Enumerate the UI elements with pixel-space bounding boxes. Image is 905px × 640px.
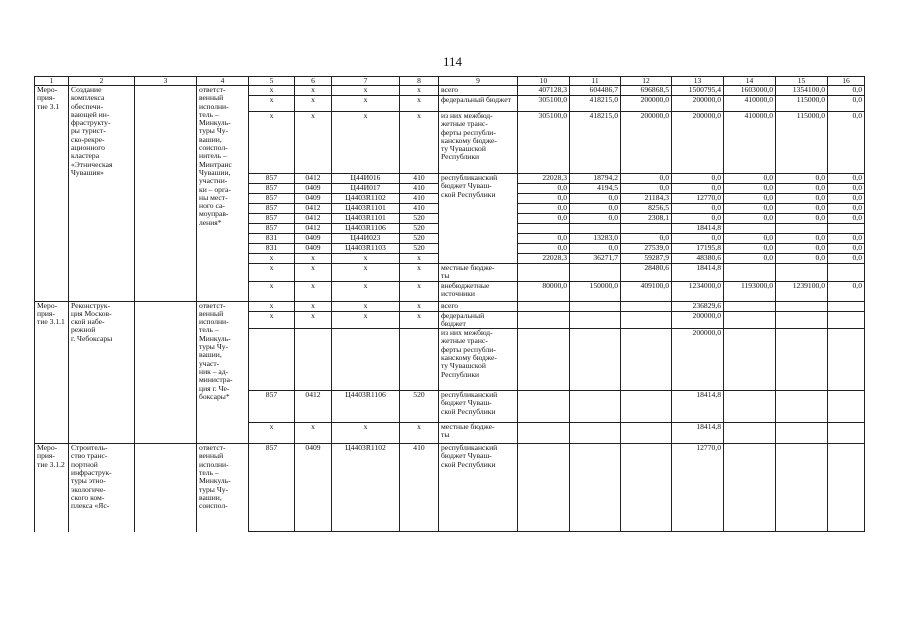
year-amount <box>621 224 672 234</box>
grbs-code: x <box>249 264 295 282</box>
column-number: 16 <box>828 77 865 86</box>
year-amount <box>724 301 776 311</box>
year-amount: 0,0 <box>570 204 621 214</box>
target-article: Ц4403R1102 <box>332 194 400 204</box>
year-amount <box>724 423 776 444</box>
year-amount <box>518 264 570 282</box>
year-amount: 305100,0 <box>518 96 570 112</box>
year-amount <box>724 311 776 329</box>
year-amount: 36271,7 <box>570 254 621 264</box>
target-article: x <box>332 301 400 311</box>
funding-source: федеральный бюджет <box>439 96 518 112</box>
expense-type: x <box>400 423 439 444</box>
year-amount: 0,0 <box>828 184 865 194</box>
funding-source: республиканский бюджет Чуваш- ской Республики <box>439 444 518 532</box>
section-code: x <box>295 86 332 96</box>
section-code: 0412 <box>295 204 332 214</box>
year-amount: 305100,0 <box>518 112 570 174</box>
year-amount <box>776 311 828 329</box>
grbs-code <box>249 329 295 391</box>
year-amount <box>828 301 865 311</box>
year-amount: 200000,0 <box>672 311 724 329</box>
year-amount <box>570 311 621 329</box>
year-amount <box>776 224 828 234</box>
expense-type: x <box>400 264 439 282</box>
year-amount: 0,0 <box>724 214 776 224</box>
year-amount <box>724 264 776 282</box>
year-amount: 1500795,4 <box>672 86 724 96</box>
measure-name: Строитель- ство транс- портной инфраструк- туры этно- экологиче- ского ком- плекса «Яс- <box>69 444 135 532</box>
grbs-code: 831 <box>249 244 295 254</box>
year-amount: 0,0 <box>518 194 570 204</box>
year-amount: 0,0 <box>621 184 672 194</box>
year-amount: 8256,5 <box>621 204 672 214</box>
year-amount: 59287,9 <box>621 254 672 264</box>
target-article: Ц4403R1106 <box>332 224 400 234</box>
year-amount <box>776 444 828 532</box>
section-code: x <box>295 311 332 329</box>
year-amount: 407128,3 <box>518 86 570 96</box>
year-amount: 418215,0 <box>570 112 621 174</box>
grbs-code: 857 <box>249 204 295 214</box>
grbs-code: x <box>249 301 295 311</box>
funding-source: всего <box>439 301 518 311</box>
funding-source: внебюджетные источники <box>439 281 518 301</box>
target-article: x <box>332 112 400 174</box>
year-amount <box>828 329 865 391</box>
year-amount: 0,0 <box>828 254 865 264</box>
year-amount: 0,0 <box>724 194 776 204</box>
column-number: 11 <box>570 77 621 86</box>
year-amount: 115000,0 <box>776 96 828 112</box>
year-amount: 18414,8 <box>672 264 724 282</box>
target-article <box>332 329 400 391</box>
year-amount: 236829,6 <box>672 301 724 311</box>
year-amount: 410000,0 <box>724 96 776 112</box>
expense-type: 520 <box>400 214 439 224</box>
year-amount: 0,0 <box>724 244 776 254</box>
column-number: 12 <box>621 77 672 86</box>
expense-type: 520 <box>400 244 439 254</box>
year-amount <box>518 224 570 234</box>
empty-cell <box>135 301 197 444</box>
grbs-code: 857 <box>249 174 295 184</box>
funding-source: республиканский бюджет Чуваш- ской Республики <box>439 174 518 264</box>
expense-type: 520 <box>400 234 439 244</box>
expense-type: 520 <box>400 391 439 423</box>
funding-source: всего <box>439 86 518 96</box>
year-amount <box>828 423 865 444</box>
year-amount <box>724 224 776 234</box>
year-amount: 0,0 <box>776 194 828 204</box>
year-amount: 0,0 <box>621 174 672 184</box>
grbs-code: x <box>249 311 295 329</box>
year-amount: 0,0 <box>828 86 865 96</box>
year-amount: 200000,0 <box>621 96 672 112</box>
year-amount: 418215,0 <box>570 96 621 112</box>
year-amount: 200000,0 <box>672 112 724 174</box>
year-amount: 0,0 <box>518 244 570 254</box>
target-article: x <box>332 311 400 329</box>
year-amount <box>518 301 570 311</box>
table-row <box>35 444 865 532</box>
column-number: 14 <box>724 77 776 86</box>
year-amount: 1354100,0 <box>776 86 828 96</box>
year-amount <box>724 329 776 391</box>
year-amount: 1193000,0 <box>724 281 776 301</box>
column-number: 9 <box>439 77 518 86</box>
year-amount: 0,0 <box>672 184 724 194</box>
year-amount: 0,0 <box>828 281 865 301</box>
year-amount: 604486,7 <box>570 86 621 96</box>
expense-type: x <box>400 86 439 96</box>
year-amount: 2308,1 <box>621 214 672 224</box>
year-amount: 0,0 <box>518 204 570 214</box>
year-amount: 0,0 <box>828 214 865 224</box>
year-amount: 200000,0 <box>672 329 724 391</box>
year-amount: 0,0 <box>518 184 570 194</box>
year-amount: 0,0 <box>672 174 724 184</box>
year-amount: 0,0 <box>828 244 865 254</box>
year-amount <box>570 444 621 532</box>
section-code: 0409 <box>295 444 332 532</box>
year-amount: 18794,2 <box>570 174 621 184</box>
expense-type: x <box>400 281 439 301</box>
expense-type: 410 <box>400 204 439 214</box>
measure-id: Меро- прия- тие 3.1.1 <box>35 301 69 444</box>
target-article: x <box>332 264 400 282</box>
target-article: x <box>332 254 400 264</box>
year-amount: 0,0 <box>724 184 776 194</box>
year-amount <box>570 224 621 234</box>
funding-source: местные бюдже- ты <box>439 423 518 444</box>
year-amount: 115000,0 <box>776 112 828 174</box>
grbs-code: x <box>249 86 295 96</box>
year-amount: 0,0 <box>518 234 570 244</box>
year-amount: 0,0 <box>776 184 828 194</box>
section-code: 0409 <box>295 234 332 244</box>
measure-id: Меро- прия- тие 3.1.2 <box>35 444 69 532</box>
expense-type: x <box>400 112 439 174</box>
year-amount <box>621 423 672 444</box>
executor: ответст- венный исполни- тель – Минкуль- туры Чу- вашии, участ- ник – ад- министра- ция г. Че- боксары* <box>197 301 249 444</box>
section-code: 0412 <box>295 391 332 423</box>
target-article: x <box>332 423 400 444</box>
year-amount <box>518 329 570 391</box>
section-code: x <box>295 96 332 112</box>
year-amount <box>621 311 672 329</box>
target-article: x <box>332 86 400 96</box>
target-article: x <box>332 281 400 301</box>
expense-type: 410 <box>400 184 439 194</box>
year-amount: 22028,3 <box>518 174 570 184</box>
year-amount: 410000,0 <box>724 112 776 174</box>
empty-cell <box>135 86 197 302</box>
expense-type: 410 <box>400 174 439 184</box>
year-amount: 0,0 <box>672 204 724 214</box>
year-amount: 150000,0 <box>570 281 621 301</box>
funding-source: местные бюдже- ты <box>439 264 518 282</box>
year-amount: 0,0 <box>776 174 828 184</box>
column-number: 7 <box>332 77 400 86</box>
year-amount: 18414,8 <box>672 224 724 234</box>
year-amount: 0,0 <box>672 214 724 224</box>
expense-type: x <box>400 254 439 264</box>
funding-source: из них межбюд- жетные транс- ферты республи- канскому бюдже- ту Чувашской Республики <box>439 329 518 391</box>
expense-type: x <box>400 311 439 329</box>
year-amount <box>621 301 672 311</box>
year-amount: 12770,0 <box>672 444 724 532</box>
year-amount: 0,0 <box>724 204 776 214</box>
executor: ответст- венный исполни- тель – Минкуль- туры Чу- вашии, соиспол- нитель – Минтранс Чувашии, участни- ки – орга- ны мест- ного са- моуправ- ления* <box>197 86 249 302</box>
section-code: x <box>295 423 332 444</box>
funding-source: республиканский бюджет Чуваш- ской Республики <box>439 391 518 423</box>
table-row <box>35 301 865 311</box>
funding-source: федеральный бюджет <box>439 311 518 329</box>
section-code: 0412 <box>295 214 332 224</box>
column-number-row <box>35 77 865 86</box>
year-amount <box>828 224 865 234</box>
expense-type: x <box>400 301 439 311</box>
year-amount: 0,0 <box>828 194 865 204</box>
section-code: x <box>295 112 332 174</box>
executor: ответст- венный исполни- тель – Минкуль- туры Чу- вашии, соиспол- <box>197 444 249 532</box>
year-amount: 21184,3 <box>621 194 672 204</box>
year-amount: 1603000,0 <box>724 86 776 96</box>
grbs-code: 857 <box>249 194 295 204</box>
grbs-code: x <box>249 281 295 301</box>
year-amount: 200000,0 <box>672 96 724 112</box>
column-number: 6 <box>295 77 332 86</box>
section-code <box>295 329 332 391</box>
year-amount: 0,0 <box>724 174 776 184</box>
year-amount <box>724 444 776 532</box>
expense-type: 410 <box>400 444 439 532</box>
year-amount <box>518 444 570 532</box>
year-amount <box>518 423 570 444</box>
year-amount <box>776 329 828 391</box>
grbs-code: 857 <box>249 391 295 423</box>
section-code: x <box>295 281 332 301</box>
year-amount: 0,0 <box>828 96 865 112</box>
year-amount: 0,0 <box>776 244 828 254</box>
column-number: 8 <box>400 77 439 86</box>
year-amount: 0,0 <box>828 174 865 184</box>
funding-source: из них межбюд- жетные транс- ферты республи- канскому бюдже- ту Чувашской Республики <box>439 112 518 174</box>
year-amount <box>570 264 621 282</box>
grbs-code: 831 <box>249 234 295 244</box>
year-amount: 200000,0 <box>621 112 672 174</box>
year-amount <box>828 391 865 423</box>
year-amount: 18414,8 <box>672 391 724 423</box>
year-amount <box>776 391 828 423</box>
year-amount <box>621 444 672 532</box>
year-amount: 0,0 <box>776 234 828 244</box>
expense-type: 520 <box>400 224 439 234</box>
year-amount: 696868,5 <box>621 86 672 96</box>
year-amount: 12770,0 <box>672 194 724 204</box>
year-amount <box>828 264 865 282</box>
year-amount <box>621 391 672 423</box>
page-number: 114 <box>442 54 463 69</box>
table-row <box>35 86 865 96</box>
year-amount: 17195,8 <box>672 244 724 254</box>
year-amount: 0,0 <box>570 214 621 224</box>
year-amount: 13283,0 <box>570 234 621 244</box>
column-number: 2 <box>69 77 135 86</box>
year-amount: 0,0 <box>724 254 776 264</box>
grbs-code: x <box>249 254 295 264</box>
year-amount <box>828 311 865 329</box>
year-amount <box>776 423 828 444</box>
year-amount <box>570 301 621 311</box>
year-amount: 0,0 <box>672 234 724 244</box>
section-code: x <box>295 301 332 311</box>
year-amount: 0,0 <box>776 254 828 264</box>
year-amount: 0,0 <box>724 234 776 244</box>
year-amount <box>724 391 776 423</box>
year-amount: 18414,8 <box>672 423 724 444</box>
column-number: 4 <box>197 77 249 86</box>
section-code: 0409 <box>295 194 332 204</box>
column-number: 5 <box>249 77 295 86</box>
year-amount: 0,0 <box>776 204 828 214</box>
target-article: Ц4403R1103 <box>332 244 400 254</box>
section-code: 0409 <box>295 244 332 254</box>
year-amount <box>776 301 828 311</box>
target-article: Ц4403R1101 <box>332 204 400 214</box>
year-amount: 0,0 <box>776 214 828 224</box>
year-amount: 28480,6 <box>621 264 672 282</box>
year-amount <box>570 329 621 391</box>
year-amount: 22028,3 <box>518 254 570 264</box>
year-amount <box>518 391 570 423</box>
target-article: Ц44И017 <box>332 184 400 194</box>
grbs-code: 857 <box>249 444 295 532</box>
empty-cell <box>135 444 197 532</box>
expense-type <box>400 329 439 391</box>
year-amount: 1239100,0 <box>776 281 828 301</box>
measure-name: Реконструк- ция Москов- ской набе- режной г. Чебоксары <box>69 301 135 444</box>
year-amount: 0,0 <box>621 234 672 244</box>
year-amount: 0,0 <box>570 244 621 254</box>
year-amount: 80000,0 <box>518 281 570 301</box>
column-number: 1 <box>35 77 69 86</box>
column-number: 3 <box>135 77 197 86</box>
target-article: Ц4403R1106 <box>332 391 400 423</box>
grbs-code: 857 <box>249 184 295 194</box>
column-number: 15 <box>776 77 828 86</box>
measure-name: Создание комплекса обеспечи- вающей ин- фраструкту- ры турист- ско-рекре- ационного кластера «Этническая Чувашия» <box>69 86 135 302</box>
target-article: Ц4403R1102 <box>332 444 400 532</box>
grbs-code: 857 <box>249 214 295 224</box>
expense-type: x <box>400 96 439 112</box>
year-amount: 409100,0 <box>621 281 672 301</box>
year-amount <box>828 444 865 532</box>
year-amount <box>570 391 621 423</box>
year-amount: 0,0 <box>828 112 865 174</box>
target-article: Ц44И016 <box>332 174 400 184</box>
budget-table <box>34 76 865 532</box>
section-code: x <box>295 254 332 264</box>
year-amount: 0,0 <box>828 234 865 244</box>
grbs-code: 857 <box>249 224 295 234</box>
target-article: Ц4403R1101 <box>332 214 400 224</box>
column-number: 13 <box>672 77 724 86</box>
year-amount <box>776 264 828 282</box>
year-amount: 27539,0 <box>621 244 672 254</box>
section-code: 0412 <box>295 174 332 184</box>
year-amount <box>621 329 672 391</box>
year-amount: 48380,6 <box>672 254 724 264</box>
column-number: 10 <box>518 77 570 86</box>
target-article: x <box>332 96 400 112</box>
year-amount <box>518 311 570 329</box>
section-code: 0412 <box>295 224 332 234</box>
expense-type: 410 <box>400 194 439 204</box>
section-code: 0409 <box>295 184 332 194</box>
grbs-code: x <box>249 423 295 444</box>
year-amount: 4194,5 <box>570 184 621 194</box>
year-amount: 0,0 <box>828 204 865 214</box>
measure-id: Меро- прия- тие 3.1 <box>35 86 69 302</box>
year-amount: 0,0 <box>570 194 621 204</box>
grbs-code: x <box>249 96 295 112</box>
grbs-code: x <box>249 112 295 174</box>
section-code: x <box>295 264 332 282</box>
year-amount: 1234000,0 <box>672 281 724 301</box>
year-amount <box>570 423 621 444</box>
target-article: Ц44И023 <box>332 234 400 244</box>
year-amount: 0,0 <box>518 214 570 224</box>
